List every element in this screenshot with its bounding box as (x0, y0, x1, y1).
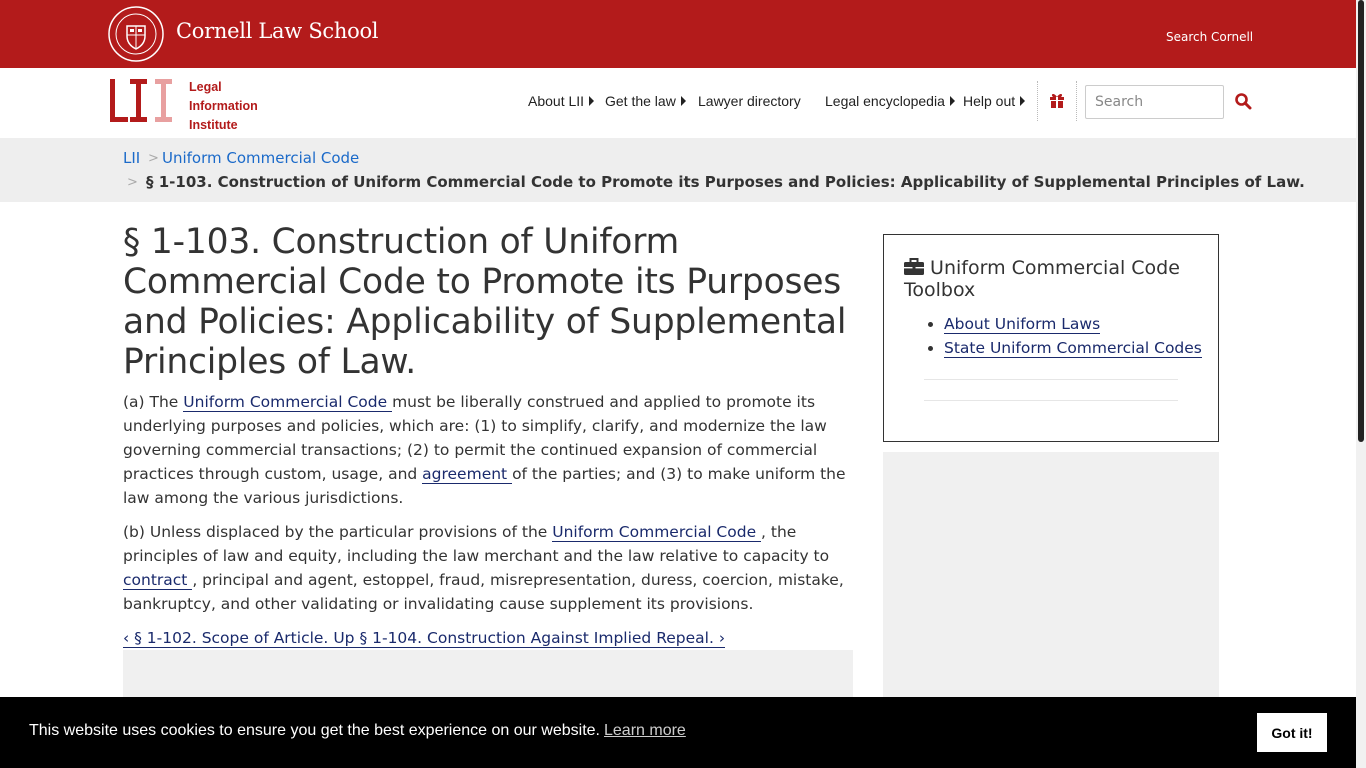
cookie-accept-button[interactable]: Got it! (1257, 713, 1327, 752)
site-search-input[interactable] (1085, 85, 1224, 119)
breadcrumb-ucc-link[interactable]: Uniform Commercial Code (162, 149, 360, 167)
ucc-link[interactable]: Uniform Commercial Code (552, 523, 762, 541)
cookie-banner (0, 697, 1356, 768)
cornell-law-school-name[interactable]: Cornell Law School (176, 19, 379, 43)
divider (924, 379, 1178, 380)
about-uniform-laws-link[interactable]: About Uniform Laws (944, 315, 1101, 333)
caret-right-icon (681, 96, 686, 106)
contract-link[interactable]: contract (123, 571, 193, 589)
donate-button[interactable] (1037, 81, 1077, 121)
state-ucc-link[interactable]: State Uniform Commercial Codes (944, 339, 1202, 357)
breadcrumb-lii-link[interactable]: LII (123, 149, 141, 167)
search-cornell-link[interactable]: Search Cornell (1166, 30, 1254, 44)
breadcrumb-separator: > (148, 151, 159, 166)
cookie-message: This website uses cookies to ensure you get the best experience on our website. Learn more (29, 722, 686, 739)
learn-more-link[interactable]: Learn more (604, 722, 686, 739)
breadcrumb-current: § 1-103. Construction of Uniform Commercial Code to Promote its Purposes and Policies: Applicability of Supplemental Principles of Law. (146, 173, 1305, 191)
paragraph-a: (a) The Uniform Commercial Code must be liberally construed and applied to promote its underlying purposes and policies, which are: (1) to simplify, clarify, and modernize the law governing commercial transactions; (2) to permit the continued expansion of commercial practices through custom, usage, and agreement of the parties; and (3) to make uniform the law among the various jurisdictions. (123, 393, 846, 507)
ucc-toolbox (883, 234, 1219, 442)
list-item (944, 336, 1202, 360)
page-scrollbar[interactable] (1356, 0, 1366, 768)
scrollbar-thumb[interactable] (1358, 0, 1364, 442)
lii-logo[interactable] (108, 78, 268, 132)
section-pager (123, 626, 725, 650)
nav-get-the-law[interactable]: Get the law (605, 93, 686, 109)
paragraph-b: (b) Unless displaced by the particular provisions of the Uniform Commercial Code , the principles of law and equity, including the law merchant and the law relative to capacity to contract , principal and agent, estoppel, fraud, misrepresentation, duress, coercion, mistake, bankruptcy, and other validating or invalidating cause supplement its provisions. (123, 523, 844, 613)
ucc-link[interactable]: Uniform Commercial Code (183, 393, 393, 411)
up-link[interactable]: Up (328, 629, 359, 648)
toolbox-links (944, 312, 1202, 360)
search-icon[interactable] (1234, 92, 1252, 110)
divider (924, 400, 1178, 401)
briefcase-icon (904, 258, 924, 275)
cornell-seal-logo[interactable] (108, 6, 164, 62)
nav-lawyer-directory[interactable]: Lawyer directory (698, 93, 801, 109)
nav-help-out[interactable]: Help out (963, 93, 1025, 109)
lii-logo-text: Legal Information Institute (189, 80, 258, 132)
lii-letters-icon (108, 78, 180, 124)
agreement-link[interactable]: agreement (422, 465, 513, 483)
caret-right-icon (589, 96, 594, 106)
nav-legal-encyclopedia[interactable]: Legal encyclopedia (825, 93, 955, 109)
cornell-header (0, 0, 1356, 68)
toolbox-title: Uniform Commercial Code Toolbox (904, 257, 1180, 301)
prev-section-link[interactable]: ‹ § 1-102. Scope of Article. (123, 629, 329, 647)
lii-navbar (0, 68, 1356, 138)
page-title: § 1-103. Construction of Uniform Commercial Code to Promote its Purposes and Policies: Applicability of Supplemental Principles of Law. (123, 222, 847, 382)
next-section-link[interactable]: § 1-104. Construction Against Implied Repeal. › (359, 629, 726, 647)
caret-right-icon (950, 96, 955, 106)
nav-about-lii[interactable]: About LII (528, 93, 594, 109)
breadcrumb-separator: > (127, 175, 138, 190)
list-item (944, 312, 1202, 336)
gift-icon (1049, 92, 1065, 108)
caret-right-icon (1020, 96, 1025, 106)
breadcrumb (0, 138, 1356, 202)
